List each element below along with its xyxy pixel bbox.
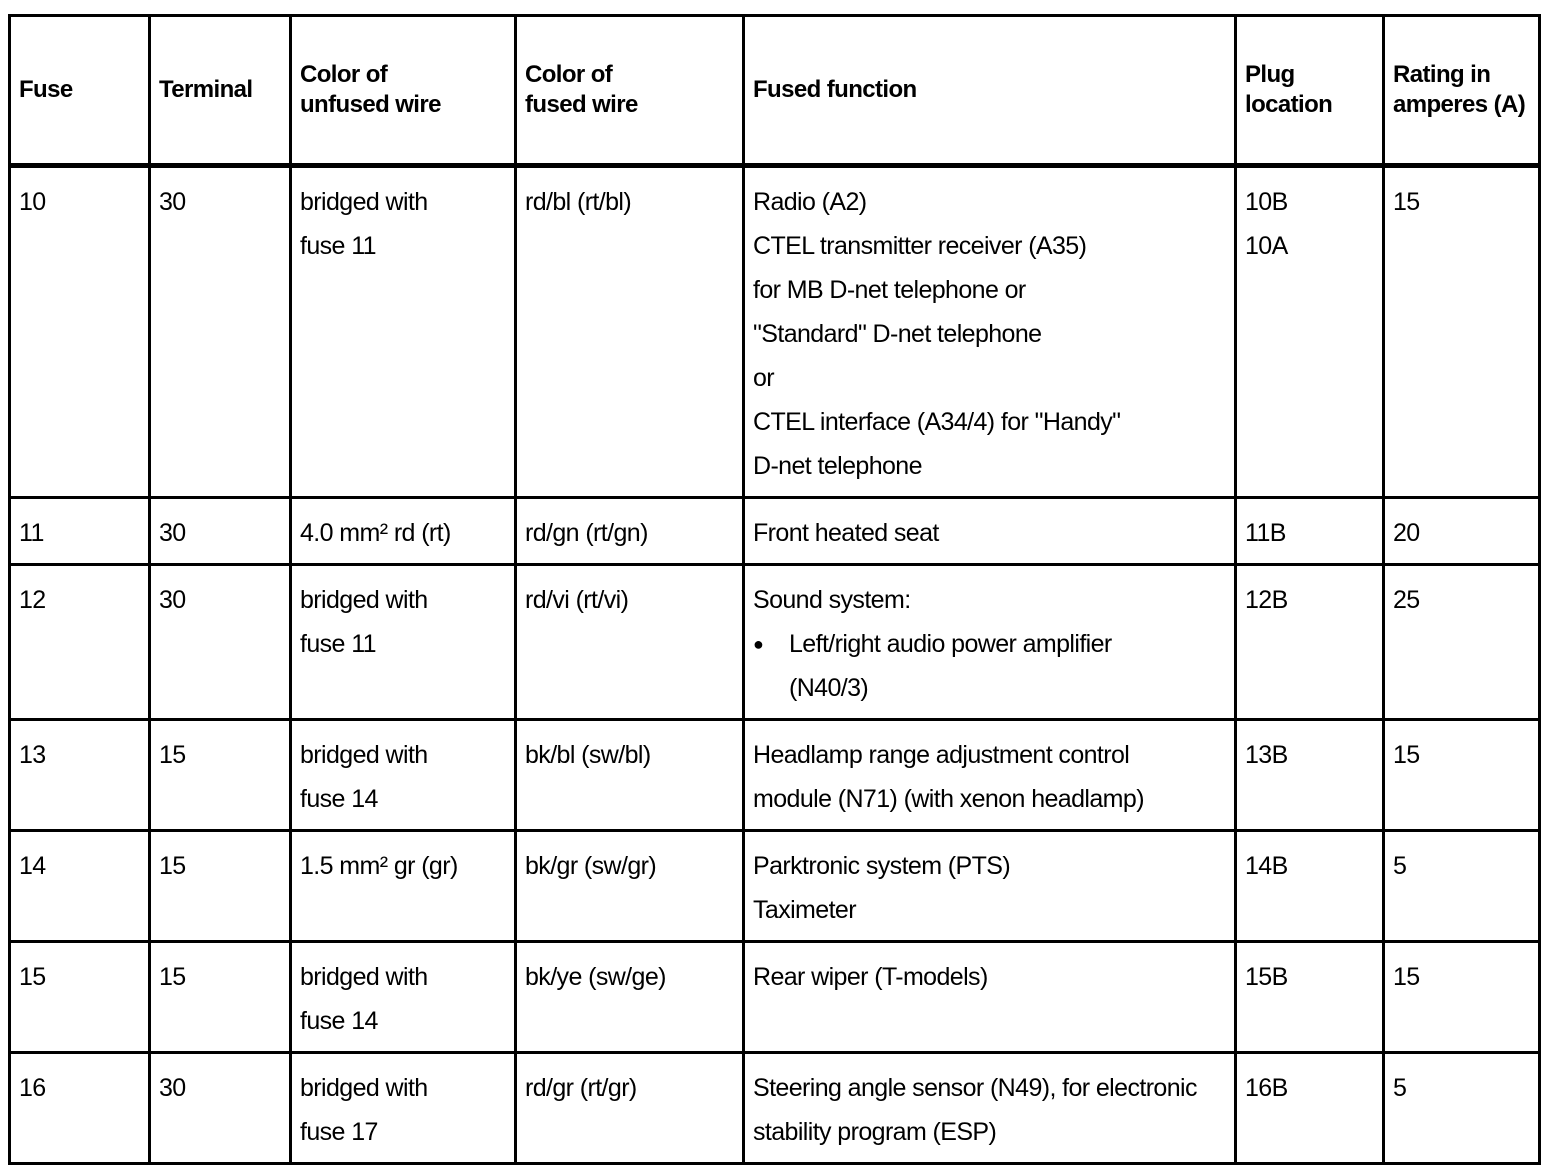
cell-fused-function: Sound system: ● Left/right audio power amplifier (N40/3) (744, 565, 1236, 720)
cell-terminal: 15 (150, 720, 291, 831)
cell-fused-function: Rear wiper (T-models) (744, 942, 1236, 1053)
bullet-dot-icon: ● (753, 634, 764, 654)
cell-terminal: 15 (150, 831, 291, 942)
cell-plug-location: 16B (1236, 1053, 1384, 1164)
table-row (10, 831, 1540, 942)
cell-rating: 5 (1384, 831, 1540, 942)
cell-rating: 5 (1384, 1053, 1540, 1164)
cell-terminal: 30 (150, 565, 291, 720)
cell-rating: 25 (1384, 565, 1540, 720)
fuse-table (8, 14, 1541, 1165)
cell-fuse: 10 (10, 166, 150, 498)
cell-fused-function: Radio (A2) CTEL transmitter receiver (A35) for MB D-net telephone or "Standard" D-net telephone or CTEL interface (A34/4) for "Handy" D-net telephone (744, 166, 1236, 498)
cell-fuse: 12 (10, 565, 150, 720)
cell-plug-location: 14B (1236, 831, 1384, 942)
cell-unfused-wire: bridged with fuse 17 (291, 1053, 516, 1164)
cell-unfused-wire: bridged with fuse 14 (291, 720, 516, 831)
cell-fuse: 15 (10, 942, 150, 1053)
cell-unfused-wire: 1.5 mm² gr (gr) (291, 831, 516, 942)
cell-fused-wire: rd/vi (rt/vi) (516, 565, 744, 720)
cell-terminal: 15 (150, 942, 291, 1053)
header-plug-location: Plug location (1236, 16, 1384, 166)
cell-rating: 15 (1384, 720, 1540, 831)
cell-fused-function: Steering angle sensor (N49), for electronic stability program (ESP) (744, 1053, 1236, 1164)
header-color-fused-wire: Color of fused wire (516, 16, 744, 166)
cell-plug-location: 15B (1236, 942, 1384, 1053)
cell-rating: 20 (1384, 498, 1540, 565)
header-fused-function: Fused function (744, 16, 1236, 166)
cell-fused-wire: bk/bl (sw/bl) (516, 720, 744, 831)
cell-fused-wire: bk/gr (sw/gr) (516, 831, 744, 942)
cell-terminal: 30 (150, 166, 291, 498)
cell-unfused-wire: bridged with fuse 11 (291, 565, 516, 720)
header-rating-amperes: Rating in amperes (A) (1384, 16, 1540, 166)
cell-fused-function: Headlamp range adjustment control module (N71) (with xenon headlamp) (744, 720, 1236, 831)
cell-plug-location: 13B (1236, 720, 1384, 831)
cell-rating: 15 (1384, 166, 1540, 498)
cell-plug-location: 10B 10A (1236, 166, 1384, 498)
table-row (10, 565, 1540, 720)
cell-fuse: 11 (10, 498, 150, 565)
cell-fuse: 13 (10, 720, 150, 831)
fuse-table-page (8, 14, 1538, 1165)
cell-unfused-wire: 4.0 mm² rd (rt) (291, 498, 516, 565)
cell-plug-location: 11B (1236, 498, 1384, 565)
cell-fused-function: Front heated seat (744, 498, 1236, 565)
header-terminal: Terminal (150, 16, 291, 166)
cell-fused-wire: rd/gr (rt/gr) (516, 1053, 744, 1164)
cell-fused-function: Parktronic system (PTS) Taximeter (744, 831, 1236, 942)
cell-rating: 15 (1384, 942, 1540, 1053)
cell-unfused-wire: bridged with fuse 14 (291, 942, 516, 1053)
table-row (10, 166, 1540, 498)
cell-unfused-wire: bridged with fuse 11 (291, 166, 516, 498)
cell-fused-wire: rd/gn (rt/gn) (516, 498, 744, 565)
cell-terminal: 30 (150, 498, 291, 565)
cell-plug-location: 12B (1236, 565, 1384, 720)
cell-fused-wire: rd/bl (rt/bl) (516, 166, 744, 498)
cell-fused-wire: bk/ye (sw/ge) (516, 942, 744, 1053)
table-row (10, 498, 1540, 565)
header-row (10, 16, 1540, 166)
cell-fuse: 16 (10, 1053, 150, 1164)
cell-fuse: 14 (10, 831, 150, 942)
bullet-item: ● Left/right audio power amplifier (N40/3) (753, 622, 1228, 710)
table-row (10, 1053, 1540, 1164)
table-row (10, 942, 1540, 1053)
header-fuse: Fuse (10, 16, 150, 166)
cell-terminal: 30 (150, 1053, 291, 1164)
table-row (10, 720, 1540, 831)
header-color-unfused-wire: Color of unfused wire (291, 16, 516, 166)
